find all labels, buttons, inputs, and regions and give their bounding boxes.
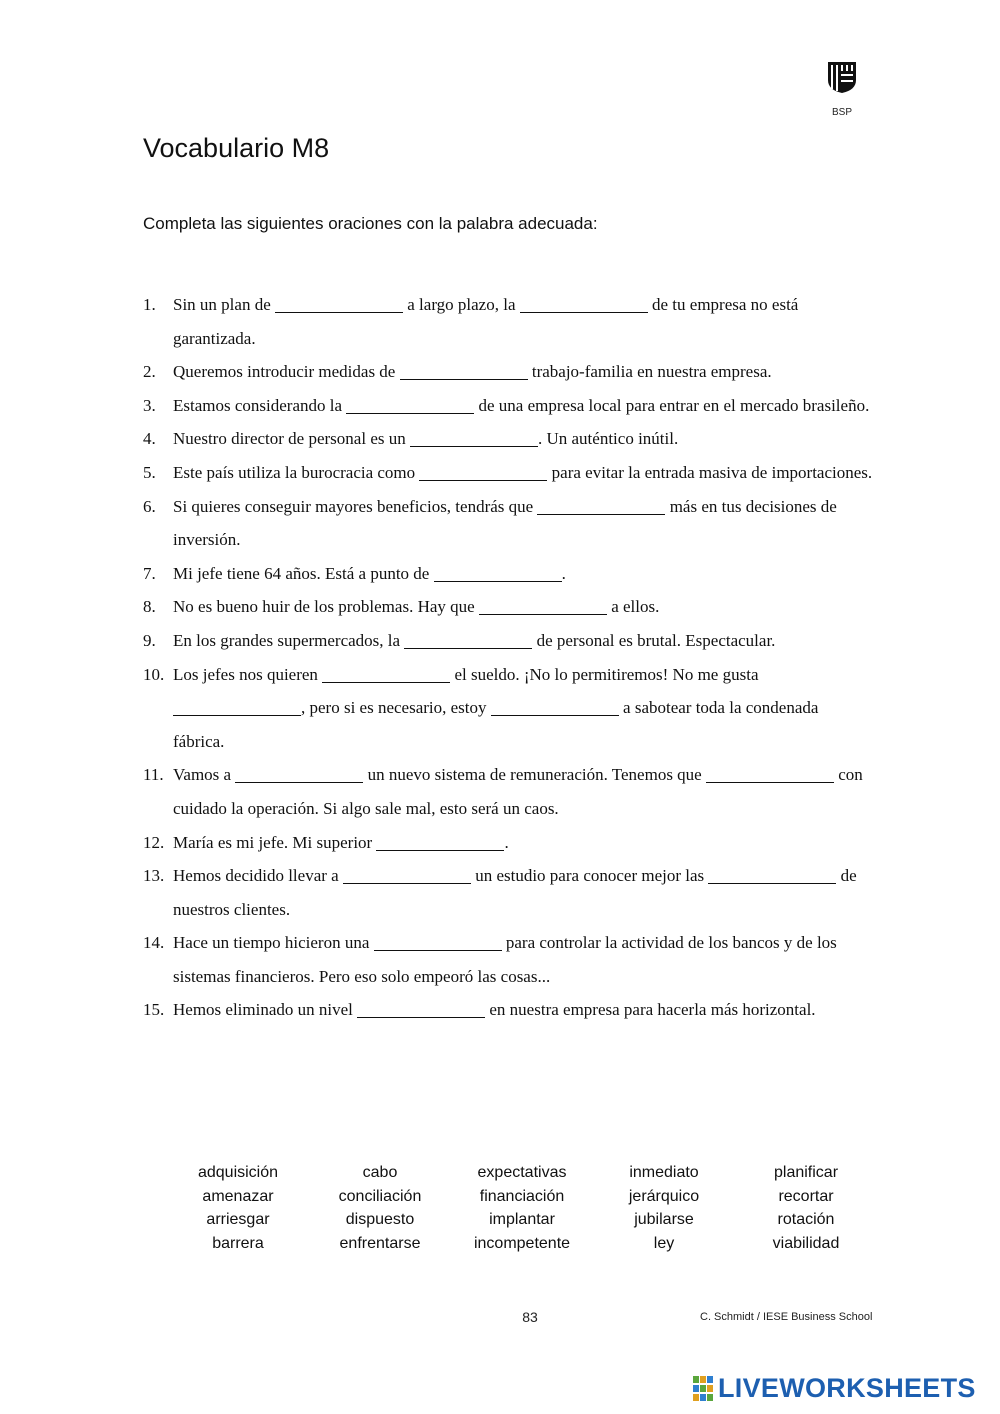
word-bank-item: enfrentarse xyxy=(339,1234,421,1252)
item-number: 11. xyxy=(143,765,164,785)
sentence-text: de personal es brutal. Espectacular. xyxy=(532,630,776,650)
item-sentence xyxy=(173,758,873,825)
sentence-text: a largo plazo, la xyxy=(403,295,520,314)
sentence-text: En los grandes supermercados, la xyxy=(173,630,405,650)
sentence-text: más en tus decisiones de inversión. xyxy=(173,496,837,550)
item-number: 10. xyxy=(143,664,165,684)
answer-blank[interactable] xyxy=(374,932,502,951)
footer-credit: C. Schmidt / IESE Business School xyxy=(700,1311,873,1323)
item-sentence xyxy=(173,557,873,591)
sentence-text: para controlar la actividad de los bancos y de los sistemas financieros. Pero eso solo empeoró las cosas... xyxy=(173,933,837,986)
item-number: 12. xyxy=(143,832,165,852)
answer-blank[interactable] xyxy=(434,563,562,582)
exercise-item xyxy=(143,926,873,993)
answer-blank[interactable] xyxy=(404,630,532,649)
item-number: 14. xyxy=(143,933,165,953)
exercise-item xyxy=(143,590,873,624)
item-sentence xyxy=(173,826,873,860)
exercise-item xyxy=(143,624,873,658)
exercise-item xyxy=(143,355,873,389)
item-sentence xyxy=(173,993,873,1027)
answer-blank[interactable] xyxy=(491,697,619,716)
answer-blank[interactable] xyxy=(275,294,403,313)
item-number: 13. xyxy=(143,866,165,886)
word-bank-item: inmediato xyxy=(629,1164,699,1181)
word-bank-item: recortar xyxy=(778,1187,834,1205)
item-number: 4. xyxy=(143,429,156,449)
answer-blank[interactable] xyxy=(235,764,363,783)
sentence-text: Mi jefe tiene 64 años. Está a punto de xyxy=(173,563,434,583)
answer-blank[interactable] xyxy=(400,361,528,380)
sentence-text: Hemos eliminado un nivel xyxy=(173,1000,358,1020)
sentence-text: de una empresa local para entrar en el mercado brasileño. xyxy=(474,395,870,415)
sentence-text: para evitar la entrada masiva de importaciones. xyxy=(547,462,873,482)
item-number: 3. xyxy=(143,395,156,415)
item-sentence xyxy=(173,490,873,557)
answer-blank[interactable] xyxy=(708,865,836,884)
sentence-text: un nuevo sistema de remuneración. Tenemos que xyxy=(363,765,706,785)
exercise-item xyxy=(143,456,873,490)
item-number: 6. xyxy=(143,496,156,516)
sentence-text: María es mi jefe. Mi superior xyxy=(173,832,377,852)
item-number: 1. xyxy=(143,295,156,314)
answer-blank[interactable] xyxy=(537,496,665,515)
word-bank-item: planificar xyxy=(773,1164,839,1181)
exercise-item xyxy=(143,557,873,591)
item-sentence xyxy=(173,590,873,624)
item-sentence xyxy=(173,624,873,658)
page-number: 83 xyxy=(522,1309,538,1325)
sentence-text: . xyxy=(561,563,566,583)
item-number: 7. xyxy=(143,563,156,583)
item-number: 5. xyxy=(143,462,156,482)
exercise-item xyxy=(143,993,873,1027)
sentence-text: Si quieres conseguir mayores beneficios, tendrás que xyxy=(173,496,538,516)
exercise-item xyxy=(143,658,873,759)
answer-blank[interactable] xyxy=(479,596,607,615)
word-bank-item: expectativas xyxy=(477,1164,567,1181)
word-bank-item: ley xyxy=(653,1234,675,1252)
item-sentence xyxy=(173,658,873,759)
word-bank-item: amenazar xyxy=(202,1187,274,1205)
exercise-item xyxy=(143,389,873,423)
word-bank-item: arriesgar xyxy=(206,1211,270,1229)
sentence-text: a sabotear toda la condenada fábrica. xyxy=(173,698,819,751)
word-bank-item: jerárquico xyxy=(628,1187,700,1205)
sentence-text: . Un auténtico inútil. xyxy=(537,429,679,449)
exercise-item xyxy=(143,758,873,825)
liveworksheets-watermark xyxy=(693,1373,976,1404)
item-sentence xyxy=(173,422,873,456)
exercise-item xyxy=(143,826,873,860)
item-sentence xyxy=(173,355,873,389)
answer-blank[interactable] xyxy=(346,395,474,414)
page-title: Vocabulario M8 xyxy=(143,133,330,163)
sentence-text: Hace un tiempo hicieron una xyxy=(173,933,374,953)
sentence-text: en nuestra empresa para hacerla más horizontal. xyxy=(485,1000,816,1020)
sentence-text: de tu empresa no está garantizada. xyxy=(173,295,799,348)
sentence-text: Nuestro director de personal es un xyxy=(173,429,410,449)
answer-blank[interactable] xyxy=(376,832,504,851)
word-bank-item: viabilidad xyxy=(772,1234,840,1252)
sentence-text: Estamos considerando la xyxy=(173,395,347,415)
word-bank-item: incompetente xyxy=(473,1234,571,1252)
sentence-text: No es bueno huir de los problemas. Hay que xyxy=(173,597,479,617)
word-bank-item: conciliación xyxy=(338,1187,422,1205)
answer-blank[interactable] xyxy=(410,428,538,447)
answer-blank[interactable] xyxy=(343,865,471,884)
sentence-text: Este país utiliza la burocracia como xyxy=(173,462,420,482)
item-number: 15. xyxy=(143,1000,165,1020)
item-sentence xyxy=(173,456,873,490)
answer-blank[interactable] xyxy=(706,764,834,783)
answer-blank[interactable] xyxy=(357,999,485,1018)
answer-blank[interactable] xyxy=(520,294,648,313)
sentence-text: Sin un plan de xyxy=(173,295,275,314)
item-sentence xyxy=(173,859,873,926)
bsp-logo xyxy=(826,60,858,99)
answer-blank[interactable] xyxy=(173,697,301,716)
item-number: 8. xyxy=(143,597,156,617)
word-bank-item: implantar xyxy=(489,1211,555,1229)
answer-blank[interactable] xyxy=(322,664,450,683)
word-bank-item: barrera xyxy=(212,1234,264,1252)
sentence-text: un estudio para conocer mejor las xyxy=(470,866,709,886)
word-bank xyxy=(167,1161,877,1255)
sentence-text: Queremos introducir medidas de xyxy=(173,362,400,382)
sentence-text: , pero si es necesario, estoy xyxy=(301,698,491,718)
sentence-text: . xyxy=(504,832,509,852)
word-bank-item: financiación xyxy=(479,1187,565,1205)
liveworksheets-logo-icon xyxy=(693,1376,714,1402)
item-sentence xyxy=(173,288,873,355)
exercise-item xyxy=(143,490,873,557)
exercise-item xyxy=(143,288,873,355)
shield-logo-icon xyxy=(826,60,858,94)
exercise-list xyxy=(143,288,873,1027)
item-sentence xyxy=(173,926,873,993)
watermark-text: LIVEWORKSHEETS xyxy=(718,1373,976,1403)
item-number: 9. xyxy=(143,630,156,650)
answer-blank[interactable] xyxy=(419,462,547,481)
sentence-text: Los jefes nos quieren xyxy=(173,664,323,684)
word-bank-item: cabo xyxy=(362,1164,398,1181)
sentence-text: Hemos decidido llevar a xyxy=(173,866,343,886)
sentence-text: Vamos a xyxy=(173,765,236,785)
sentence-text: trabajo-familia en nuestra empresa. xyxy=(527,362,772,382)
word-bank-item: rotación xyxy=(777,1211,835,1229)
sentence-text: a ellos. xyxy=(606,597,660,617)
sentence-text: de nuestros clientes. xyxy=(173,866,857,919)
word-bank-item: adquisición xyxy=(197,1164,279,1181)
item-number: 2. xyxy=(143,362,156,382)
item-sentence xyxy=(173,389,873,423)
instructions: Completa las siguientes oraciones con la palabra adecuada: xyxy=(143,214,598,233)
word-bank-item: jubilarse xyxy=(634,1211,694,1229)
sentence-text: el sueldo. ¡No lo permitiremos! No me gusta xyxy=(450,664,759,684)
word-bank-item: dispuesto xyxy=(345,1211,415,1229)
exercise-item xyxy=(143,859,873,926)
sentence-text: con cuidado la operación. Si algo sale mal, esto será un caos. xyxy=(173,765,863,818)
exercise-item xyxy=(143,422,873,456)
logo-label: BSP xyxy=(831,107,852,118)
